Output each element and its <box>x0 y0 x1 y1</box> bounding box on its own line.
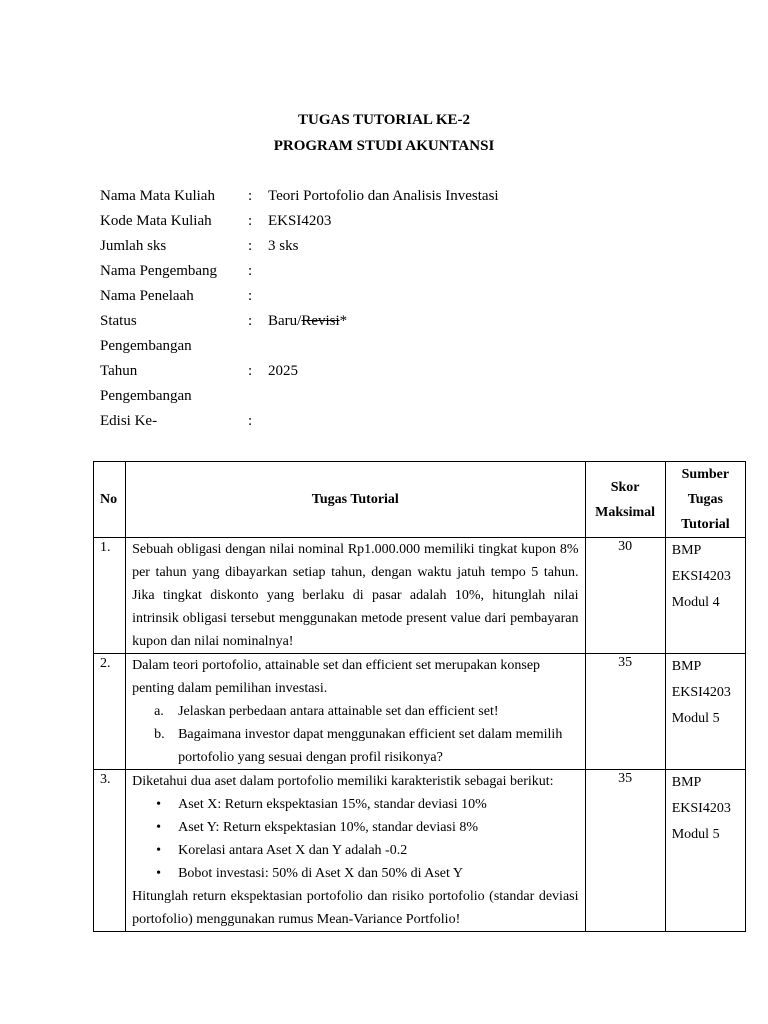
bullet-icon: • <box>156 866 161 881</box>
task-source <box>665 654 745 770</box>
bullet-item <box>132 816 578 839</box>
meta-value: Teori Portofolio dan Analisis Investasi <box>268 188 499 204</box>
meta-colon: : <box>248 363 253 379</box>
bullet-text: Aset X: Return ekspektasian 15%, standar deviasi 10% <box>178 797 487 812</box>
sub-question <box>132 700 578 723</box>
meta-colon: : <box>248 413 253 429</box>
max-score: 35 <box>585 654 665 770</box>
sub-question-text: Jelaskan perbedaan antara attainable set dan efficient set! <box>178 704 499 719</box>
meta-label: Edisi Ke- <box>100 413 158 429</box>
meta-label: Pengembangan <box>100 388 192 404</box>
meta-colon: : <box>248 288 253 304</box>
bullet-text: Bobot investasi: 50% di Aset X dan 50% di Aset Y <box>178 866 464 881</box>
meta-label: Kode Mata Kuliah <box>100 213 212 229</box>
status-revisi: Revisi <box>301 313 340 329</box>
bullet-item <box>132 862 578 885</box>
max-score: 35 <box>585 770 665 932</box>
meta-value: 2025 <box>268 363 298 379</box>
bullet-icon: • <box>156 797 161 812</box>
task-closing: Hitunglah return ekspektasian portofolio dan risiko portofolio (standar deviasi portofolio) menggunakan rumus Mean-Variance Portfolio! <box>132 889 579 927</box>
bullet-icon: • <box>156 843 161 858</box>
meta-label: Pengembangan <box>100 338 192 354</box>
document-title: TUGAS TUTORIAL KE-2 <box>298 112 470 128</box>
sub-question-marker: a. <box>154 704 164 719</box>
row-number: 2. <box>94 654 126 770</box>
header-no: No <box>94 462 126 538</box>
header-skor-line: Skor <box>610 479 640 495</box>
table-row <box>94 654 746 770</box>
meta-label: Nama Penelaah <box>100 288 194 304</box>
document-subtitle: PROGRAM STUDI AKUNTANSI <box>273 138 495 154</box>
bullet-text: Korelasi antara Aset X dan Y adalah -0.2 <box>178 843 408 858</box>
task-table <box>93 461 746 932</box>
row-number: 3. <box>94 770 126 932</box>
source-line: BMP <box>671 659 702 674</box>
meta-label: Nama Mata Kuliah <box>100 188 215 204</box>
header-source-line: Tutorial <box>681 517 730 532</box>
status-baru: Baru/ <box>268 313 302 329</box>
source-line: Modul 5 <box>671 711 720 726</box>
meta-value: EKSI4203 <box>268 213 332 229</box>
task-source <box>665 770 745 932</box>
source-line: EKSI4203 <box>671 801 731 816</box>
task-intro: Dalam teori portofolio, attainable set dan efficient set merupakan konsep penting dalam pemilihan investasi. <box>132 658 541 696</box>
meta-colon: : <box>248 188 253 204</box>
task-text: Sebuah obligasi dengan nilai nominal Rp1.000.000 memiliki tingkat kupon 8% per tahun yang dibayarkan setiap tahun, dengan waktu jatuh tempo 5 tahun. Jika tingkat diskonto yang berlaku di pasar adalah 10%, hitunglah nilai intrinsik obligasi tersebut menggunakan metode present value dari pembayaran kupon dan nilai nominalnya! <box>126 538 585 654</box>
status-value <box>268 311 347 331</box>
table-row <box>94 538 746 654</box>
max-score: 30 <box>585 538 665 654</box>
header-task: Tugas Tutorial <box>126 462 585 538</box>
table-header-row <box>94 462 746 538</box>
bullet-item <box>132 839 578 862</box>
source-line: EKSI4203 <box>671 685 731 700</box>
bullet-text: Aset Y: Return ekspektasian 10%, standar deviasi 8% <box>178 820 478 835</box>
meta-colon: : <box>248 213 253 229</box>
task-source <box>665 538 745 654</box>
source-line: Modul 4 <box>671 595 720 610</box>
meta-label: Status <box>100 313 137 329</box>
source-line: BMP <box>671 543 702 558</box>
header-skor-line: Maksimal <box>595 504 656 520</box>
sub-question-marker: b. <box>154 727 165 742</box>
meta-label: Nama Pengembang <box>100 263 218 279</box>
row-number: 1. <box>94 538 126 654</box>
meta-colon: : <box>248 238 253 254</box>
meta-label: Jumlah sks <box>100 238 167 254</box>
meta-colon: : <box>248 263 253 279</box>
task-intro: Diketahui dua aset dalam portofolio memiliki karakteristik sebagai berikut: <box>132 774 554 789</box>
sub-question <box>132 723 578 769</box>
status-asterisk: * <box>339 313 348 329</box>
header-source-line: Sumber <box>681 467 730 482</box>
source-line: EKSI4203 <box>671 569 731 584</box>
source-line: BMP <box>671 775 702 790</box>
meta-colon: : <box>248 313 253 329</box>
header-source <box>665 462 745 538</box>
bullet-icon: • <box>156 820 161 835</box>
source-line: Modul 5 <box>671 827 720 842</box>
table-row <box>94 770 746 932</box>
meta-value: 3 sks <box>268 238 299 254</box>
task-content <box>126 770 585 932</box>
task-content <box>126 654 585 770</box>
sub-question-text: Bagaimana investor dapat menggunakan efficient set dalam memilih portofolio yang sesuai dengan profil risikonya? <box>178 727 563 765</box>
bullet-item <box>132 793 578 816</box>
header-source-line: Tugas <box>687 492 724 507</box>
meta-label: Tahun <box>100 363 138 379</box>
header-skor <box>585 462 665 538</box>
